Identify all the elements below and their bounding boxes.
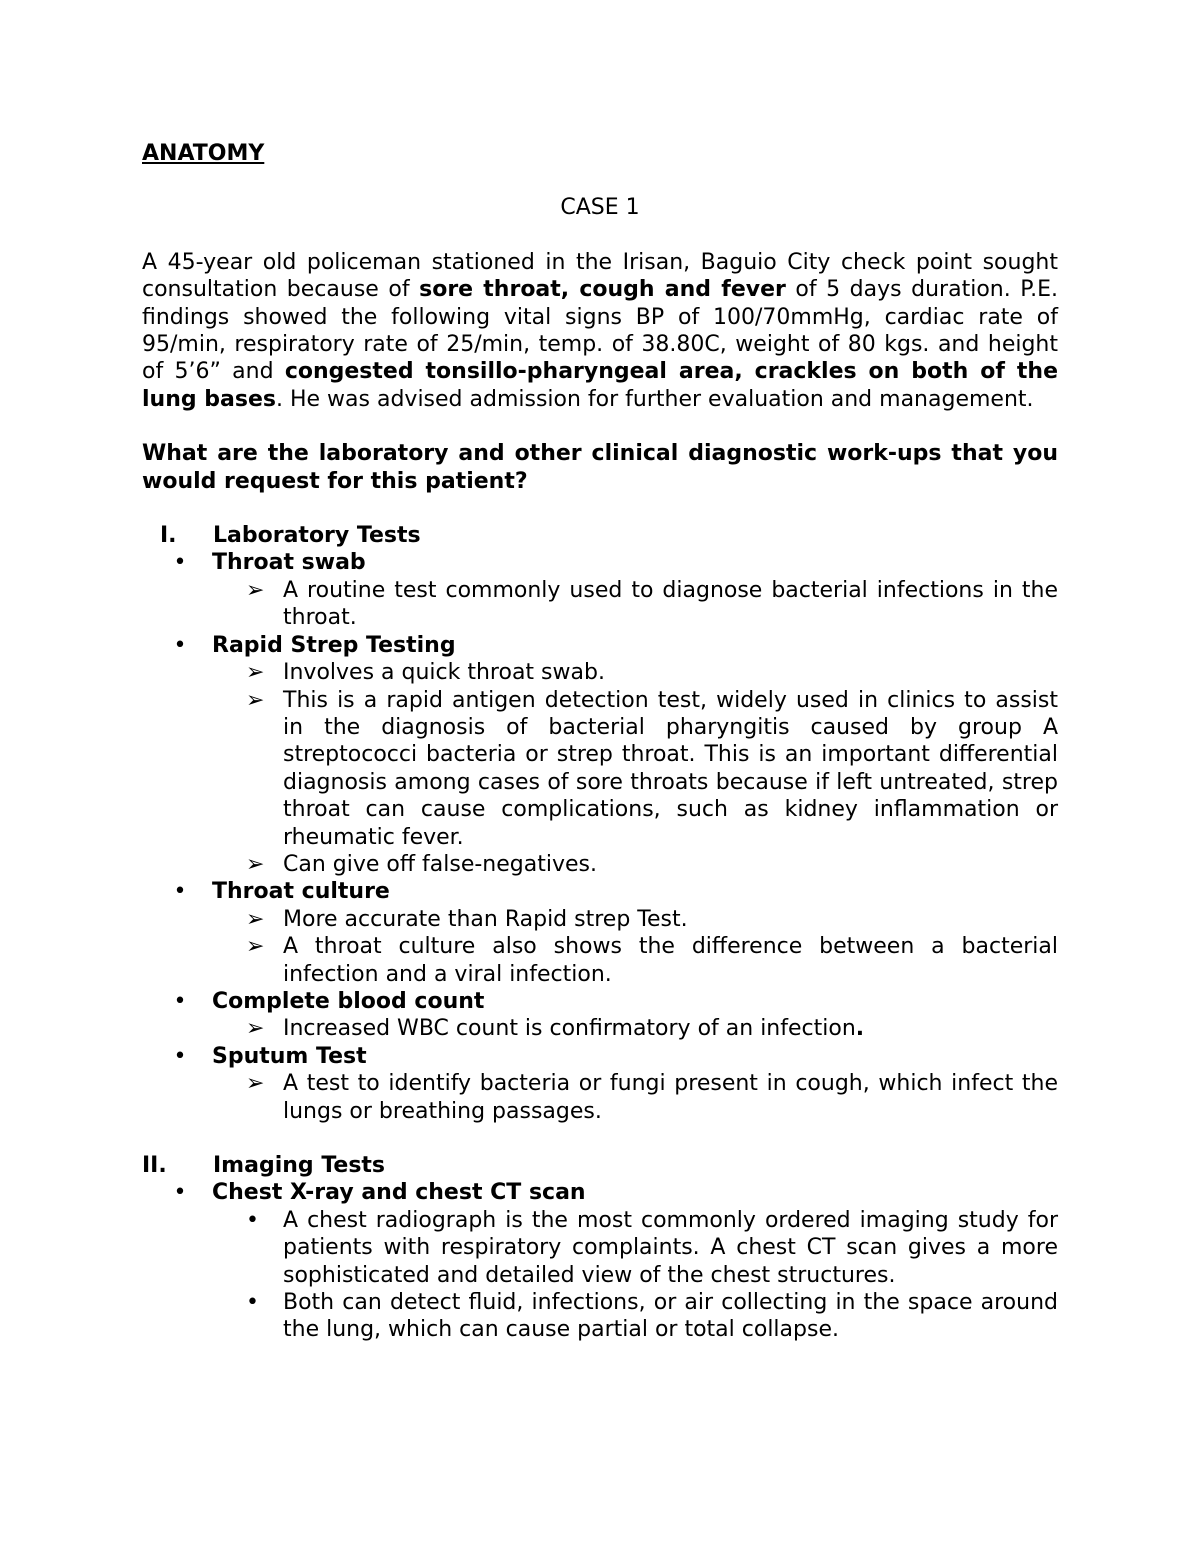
sub-item	[242, 1289, 1058, 1344]
arrow-bullet-icon: ➢	[246, 660, 265, 686]
item-label: Chest X-ray and chest CT scan	[212, 1180, 586, 1206]
sub-item-text: A chest radiograph is the most commonly ordered imaging study for patients with respiratory complaints. A chest CT scan gives a more sophisticated and detailed view of the chest structures.	[283, 1207, 1058, 1288]
sub-item-tail: .	[855, 1016, 865, 1042]
section-imaging-tests	[142, 1152, 1058, 1344]
arrow-bullet-icon: ➢	[246, 1071, 265, 1097]
section-numeral: I.	[160, 523, 177, 549]
item-label: Complete blood count	[212, 988, 485, 1014]
list-item	[142, 1179, 1058, 1206]
section-laboratory-tests	[142, 522, 1058, 1125]
case-heading: CASE 1	[560, 195, 640, 221]
section-heading	[142, 522, 1058, 549]
list-item	[142, 988, 1058, 1015]
sub-item-text: A throat culture also shows the difference between a bacterial infection and a viral infection.	[283, 934, 1058, 987]
arrow-bullet-icon: ➢	[246, 906, 265, 932]
section-title: Imaging Tests	[213, 1153, 386, 1178]
section-numeral: II.	[142, 1153, 167, 1178]
bullet-icon: •	[173, 1043, 187, 1069]
sub-item	[242, 933, 1058, 988]
sub-item-text: A test to identify bacteria or fungi present in cough, which infect the lungs or breathing passages.	[283, 1071, 1058, 1124]
sub-item-text: Can give off false-negatives.	[283, 851, 597, 877]
sub-item-text	[283, 1015, 1058, 1042]
case-text-1: A 45-year old policeman stationed in the Irisan, Baguio City check point sought consultation because of	[142, 249, 1058, 303]
bullet-icon: •	[173, 632, 187, 658]
sub-item-text: Involves a quick throat swab.	[283, 660, 605, 686]
sub-item	[242, 659, 1058, 686]
bullet-icon: •	[173, 879, 187, 905]
bullet-icon: •	[173, 550, 187, 576]
item-label: Throat swab	[212, 550, 366, 576]
list-item	[142, 1043, 1058, 1070]
question: What are the laboratory and other clinical diagnostic work-ups that you would request for this patient?	[142, 441, 1058, 494]
sub-item-text: More accurate than Rapid strep Test.	[283, 906, 688, 932]
case-text-3: . He was advised admission for further evaluation and management.	[275, 386, 1034, 412]
list-item	[142, 878, 1058, 905]
case-findings: congested tonsillo-pharyngeal area, crackles on both of the lung bases	[142, 359, 1058, 412]
bullet-icon: •	[173, 988, 187, 1014]
list-item	[142, 549, 1058, 576]
sub-item	[242, 906, 1058, 933]
arrow-bullet-icon: ➢	[246, 851, 265, 877]
section-title: Laboratory Tests	[213, 523, 421, 549]
item-label: Sputum Test	[212, 1043, 367, 1069]
arrow-bullet-icon: ➢	[246, 934, 265, 960]
bullet-icon: •	[246, 1207, 259, 1233]
case-description	[142, 249, 1058, 413]
arrow-bullet-icon: ➢	[246, 687, 265, 713]
sub-item-text: This is a rapid antigen detection test, widely used in clinics to assist in the diagnosis of bacterial pharyngitis caused by group A streptococci bacteria or strep throat. This is an important differential diagnosis among cases of sore throats because if left untreated, strep throat can cause complications, such as kidney inflammation or rheumatic fever.	[283, 687, 1058, 850]
document-body	[142, 140, 1058, 1344]
document-title: ANATOMY	[142, 141, 265, 166]
case-symptoms: sore throat, cough and fever	[419, 277, 786, 303]
bullet-icon: •	[173, 1180, 187, 1206]
sub-item	[242, 851, 1058, 878]
sub-item-text: A routine test commonly used to diagnose bacterial infections in the throat.	[283, 577, 1058, 631]
sub-item	[242, 1207, 1058, 1289]
list-item	[142, 632, 1058, 659]
sub-item-text: Both can detect fluid, infections, or air collecting in the space around the lung, which can cause partial or total collapse.	[283, 1290, 1058, 1343]
bullet-icon: •	[246, 1290, 259, 1316]
sub-item	[242, 687, 1058, 851]
sub-item	[242, 1015, 1058, 1042]
sub-item	[242, 1070, 1058, 1125]
section-heading	[142, 1152, 1058, 1179]
item-label: Rapid Strep Testing	[212, 632, 456, 658]
arrow-bullet-icon: ➢	[246, 577, 265, 603]
sub-item-main: Increased WBC count is confirmatory of an infection	[283, 1016, 856, 1042]
arrow-bullet-icon: ➢	[246, 1016, 265, 1042]
case-text-2: of 5 days duration. P.E. findings showed the following vital signs BP of 100/70mmHg, cardiac rate of 95/min, respiratory rate of 25/min, temp. of 38.80C, weight of 80 kgs. and height of 5’6” and	[142, 277, 1058, 385]
sub-item	[242, 577, 1058, 632]
item-label: Throat culture	[212, 879, 390, 905]
